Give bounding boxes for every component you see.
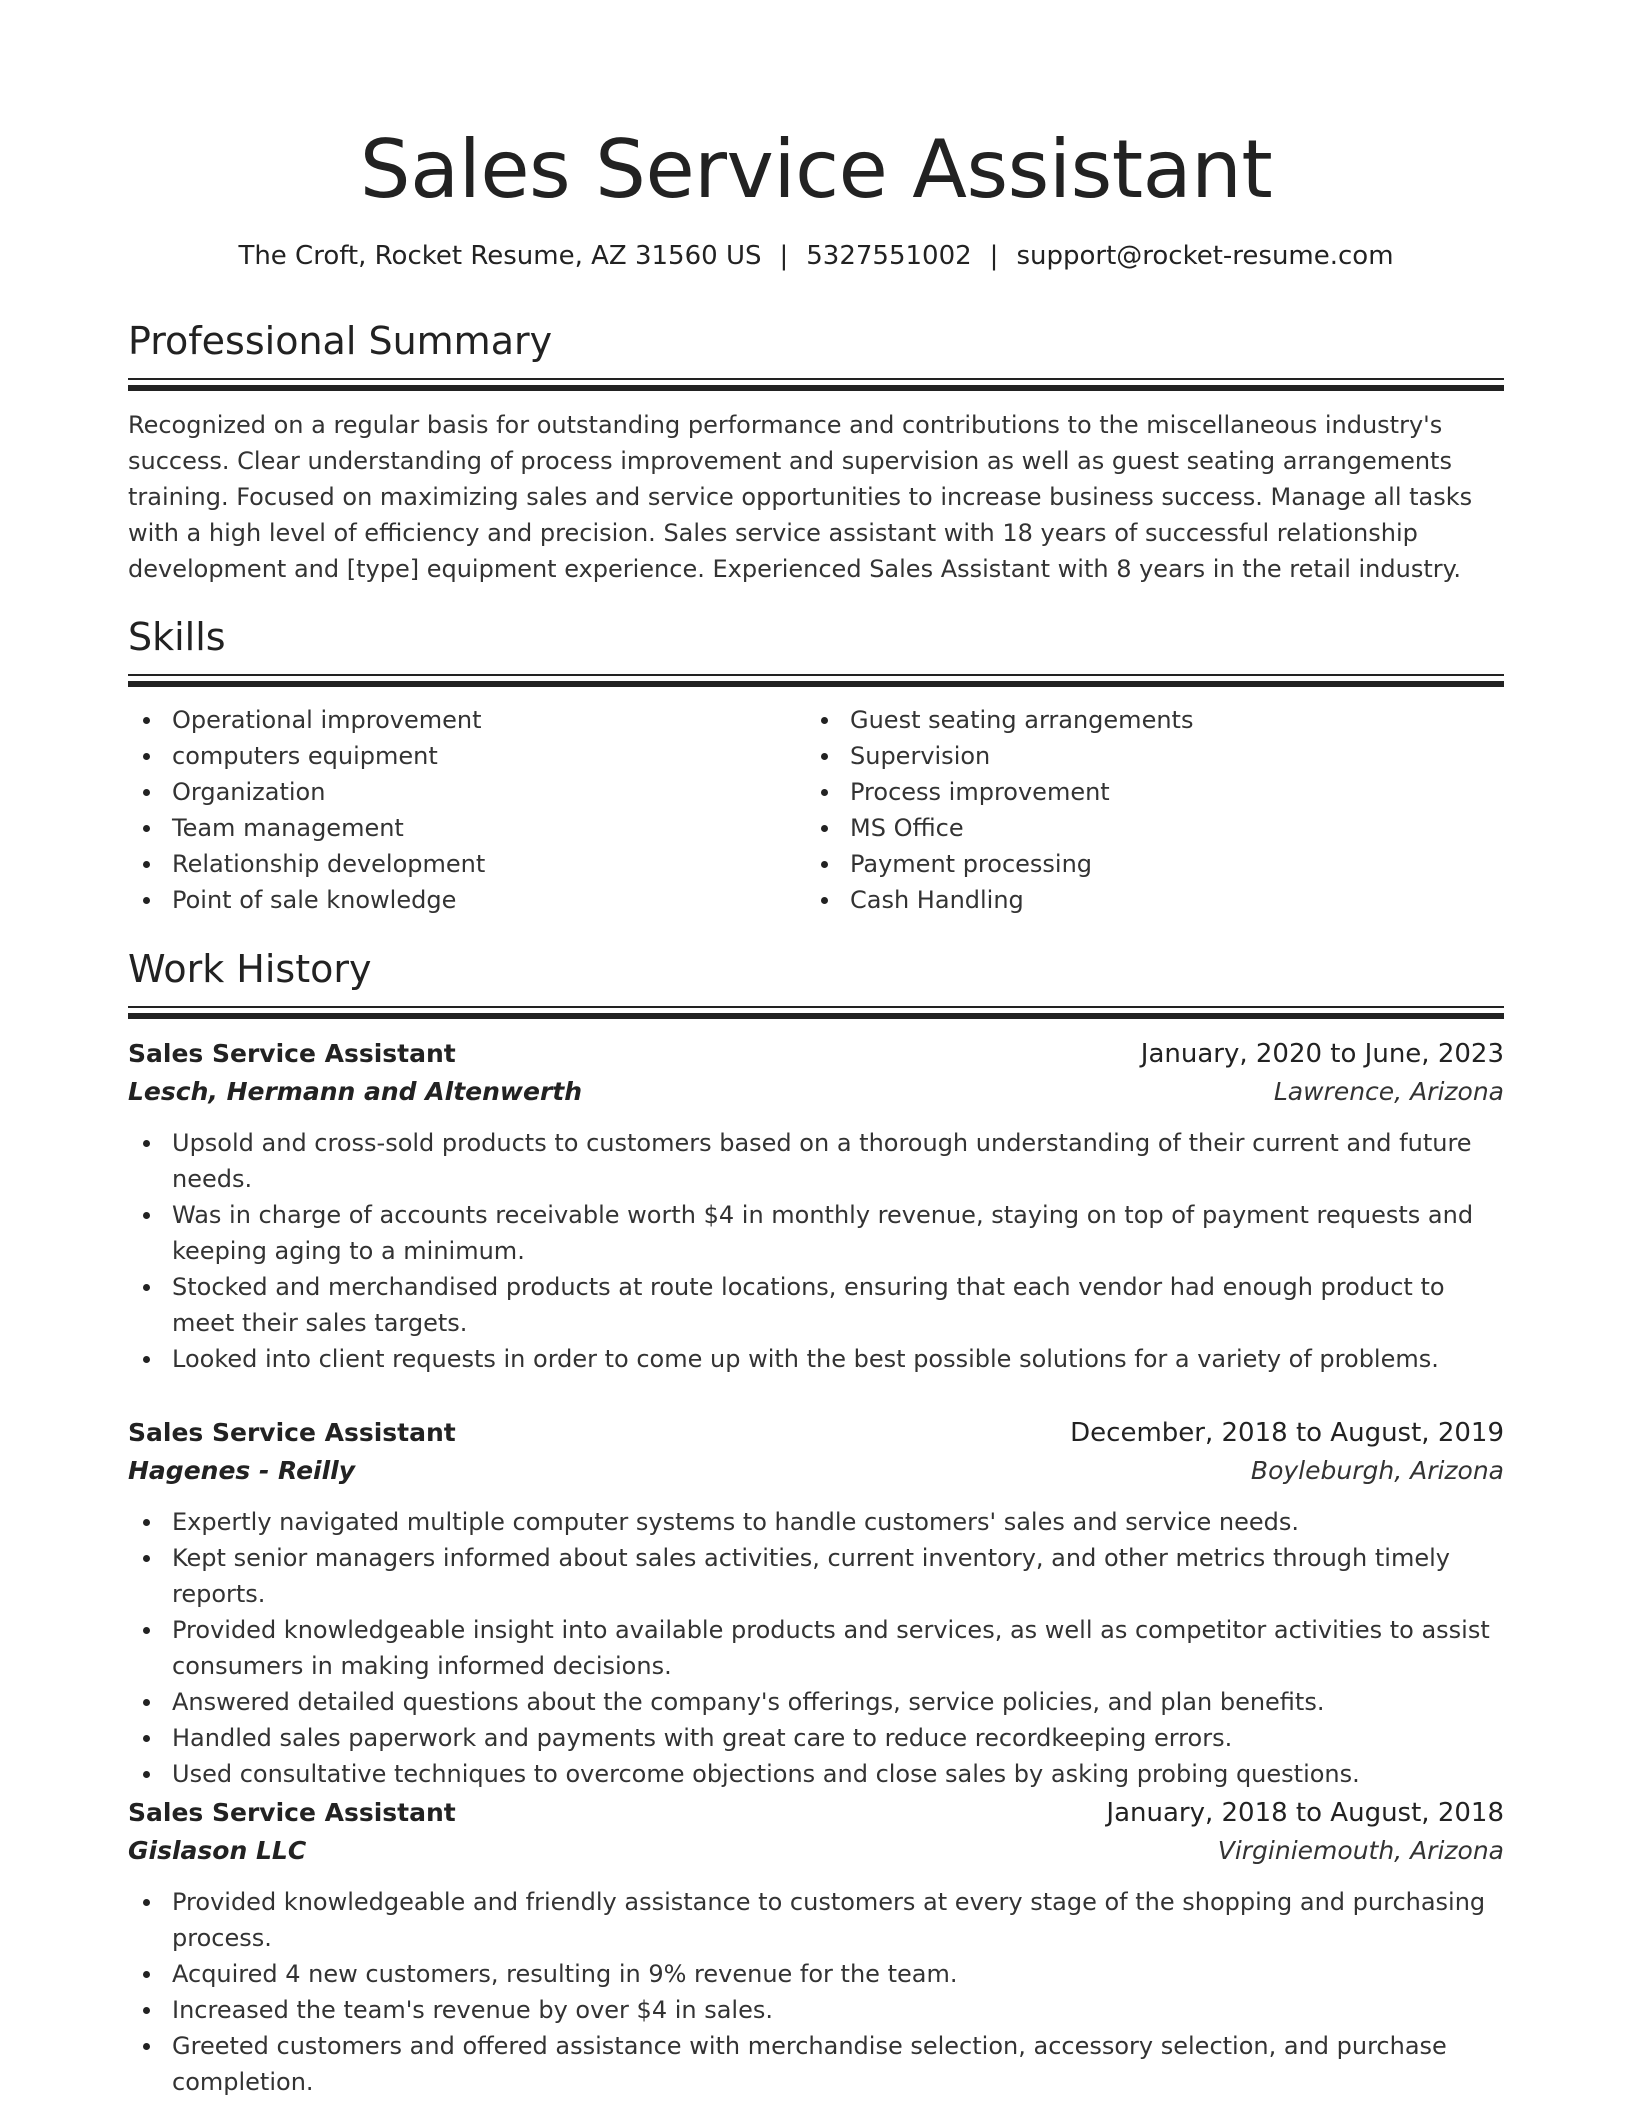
skill-item: Team management xyxy=(128,810,788,846)
skill-item: Guest seating arrangements xyxy=(806,702,1466,738)
skill-item: Organization xyxy=(128,774,788,810)
job-dates: January, 2018 to August, 2018 xyxy=(1106,1798,1504,1828)
summary-title: Professional Summary xyxy=(128,319,553,363)
skill-item: Relationship development xyxy=(128,846,788,882)
job-bullet: Looked into client requests in order to come up with the best possible solutions for a variety of problems. xyxy=(128,1341,1504,1377)
job-bullet: Acquired 4 new customers, resulting in 9% revenue for the team. xyxy=(128,1956,1504,1992)
skills-section-heading xyxy=(128,612,1504,662)
skill-item: Process improvement xyxy=(806,774,1466,810)
job-bullet: Used consultative techniques to overcome objections and close sales by asking probing questions. xyxy=(128,1756,1504,1792)
job-location: Boyleburgh, Arizona xyxy=(1250,1456,1504,1485)
contact-line xyxy=(128,238,1504,274)
job-location: Lawrence, Arizona xyxy=(1273,1077,1504,1106)
job-bullet: Was in charge of accounts receivable worth $4 in monthly revenue, staying on top of payment requests and keeping aging to a minimum. xyxy=(128,1197,1504,1269)
job-dates: January, 2020 to June, 2023 xyxy=(1140,1039,1504,1069)
job-bullet: Provided knowledgeable insight into available products and services, as well as competitor activities to assist consumers in making informed decisions. xyxy=(128,1612,1504,1684)
job-bullet: Greeted customers and offered assistance with merchandise selection, accessory selection, and purchase completion. xyxy=(128,2028,1504,2100)
skills-column-right xyxy=(806,702,1466,918)
skill-item: Supervision xyxy=(806,738,1466,774)
divider xyxy=(128,378,1504,380)
job-title: Sales Service Assistant xyxy=(128,1798,456,1827)
job-bullet: Stocked and merchandised products at route locations, ensuring that each vendor had enough product to meet their sales targets. xyxy=(128,1269,1504,1341)
summary-text: Recognized on a regular basis for outstanding performance and contributions to the miscellaneous industry's success. Clear understanding of process improvement and supervision as well as guest seating arrangements training. Focused on maximizing sales and service opportunities to increase business success. Manage all tasks with a high level of efficiency and precision. Sales service assistant with 18 years of successful relationship development and [type] equipment experience. Experienced Sales Assistant with 8 years in the retail industry. xyxy=(128,411,1473,583)
skill-item: Point of sale knowledge xyxy=(128,882,788,918)
job-bullet: Increased the team's revenue by over $4 in sales. xyxy=(128,1992,1504,2028)
divider xyxy=(128,1006,1504,1008)
job-bullet: Answered detailed questions about the company's offerings, service policies, and plan benefits. xyxy=(128,1684,1504,1720)
contact-email: support@rocket-resume.com xyxy=(1016,241,1394,271)
job-title-row xyxy=(128,1035,1504,1073)
skills-title: Skills xyxy=(128,615,226,659)
job-entry xyxy=(128,1794,1504,2100)
skill-item: Operational improvement xyxy=(128,702,788,738)
job-company-row xyxy=(128,1832,1504,1870)
summary-section-heading xyxy=(128,316,1504,366)
contact-phone: 5327551002 xyxy=(806,241,972,271)
resume-name: Sales Service Assistant xyxy=(359,123,1273,216)
skill-item: Cash Handling xyxy=(806,882,1466,918)
skill-item: MS Office xyxy=(806,810,1466,846)
work-title: Work History xyxy=(128,947,372,991)
job-title: Sales Service Assistant xyxy=(128,1039,456,1068)
job-company-row xyxy=(128,1452,1504,1490)
job-company: Lesch, Hermann and Altenwerth xyxy=(128,1077,583,1106)
skill-item: Payment processing xyxy=(806,846,1466,882)
job-bullet: Upsold and cross-sold products to customers based on a thorough understanding of their current and future needs. xyxy=(128,1125,1504,1197)
contact-separator: | xyxy=(779,241,789,271)
skills-column-left xyxy=(128,702,788,918)
skill-item: computers equipment xyxy=(128,738,788,774)
job-company-row xyxy=(128,1073,1504,1111)
job-location: Virginiemouth, Arizona xyxy=(1217,1836,1504,1865)
job-bullet: Expertly navigated multiple computer systems to handle customers' sales and service needs. xyxy=(128,1504,1504,1540)
divider xyxy=(128,1013,1504,1019)
job-title-row xyxy=(128,1794,1504,1832)
contact-address: The Croft, Rocket Resume, AZ 31560 US xyxy=(238,241,762,271)
job-bullet: Provided knowledgeable and friendly assistance to customers at every stage of the shopping and purchasing process. xyxy=(128,1884,1504,1956)
job-bullets xyxy=(128,1504,1504,1792)
job-entry xyxy=(128,1414,1504,1792)
job-company: Gislason LLC xyxy=(128,1836,307,1865)
job-bullet: Handled sales paperwork and payments with great care to reduce recordkeeping errors. xyxy=(128,1720,1504,1756)
divider xyxy=(128,385,1504,391)
job-dates: December, 2018 to August, 2019 xyxy=(1070,1418,1504,1448)
divider xyxy=(128,674,1504,676)
job-title-row xyxy=(128,1414,1504,1452)
job-bullet: Kept senior managers informed about sales activities, current inventory, and other metrics through timely reports. xyxy=(128,1540,1504,1612)
divider xyxy=(128,681,1504,687)
contact-separator: | xyxy=(989,241,999,271)
job-bullets xyxy=(128,1125,1504,1377)
job-title: Sales Service Assistant xyxy=(128,1418,456,1447)
job-company: Hagenes - Reilly xyxy=(128,1456,356,1485)
job-entry xyxy=(128,1035,1504,1377)
job-bullets xyxy=(128,1884,1504,2100)
work-section-heading xyxy=(128,944,1504,994)
